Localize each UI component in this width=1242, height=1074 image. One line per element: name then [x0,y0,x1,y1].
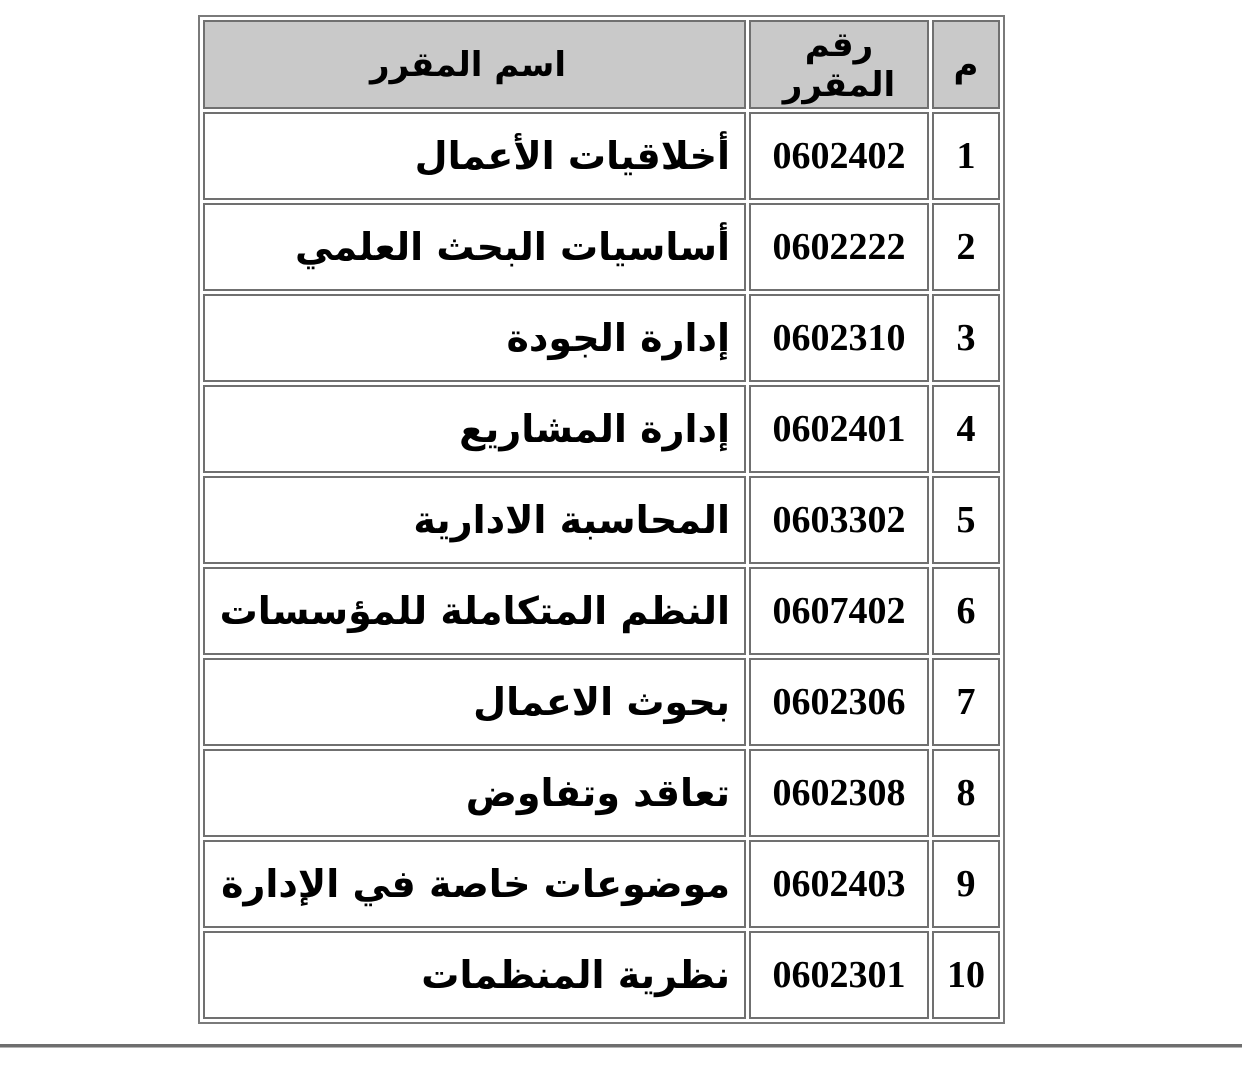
horizontal-divider [0,1044,1242,1048]
header-course-code: رقم المقرر [749,20,929,109]
course-name: تعاقد وتفاوض [203,749,746,837]
table-row [203,749,1000,837]
table-row [203,931,1000,1019]
course-code: 0602403 [749,840,929,928]
course-name: نظرية المنظمات [203,931,746,1019]
course-code: 0603302 [749,476,929,564]
course-name: النظم المتكاملة للمؤسسات [203,567,746,655]
table-row [203,476,1000,564]
row-num: 10 [932,931,1000,1019]
table-row [203,112,1000,200]
course-name: بحوث الاعمال [203,658,746,746]
course-code: 0602310 [749,294,929,382]
table-row [203,658,1000,746]
course-name: أساسيات البحث العلمي [203,203,746,291]
header-num: م [932,20,1000,109]
header-course-name: اسم المقرر [203,20,746,109]
row-num: 1 [932,112,1000,200]
courses-table [198,15,1005,1024]
table-row [203,294,1000,382]
row-num: 4 [932,385,1000,473]
course-code: 0602401 [749,385,929,473]
course-name: إدارة المشاريع [203,385,746,473]
course-code: 0607402 [749,567,929,655]
course-name: موضوعات خاصة في الإدارة [203,840,746,928]
course-name: إدارة الجودة [203,294,746,382]
course-code: 0602402 [749,112,929,200]
row-num: 5 [932,476,1000,564]
course-name: المحاسبة الادارية [203,476,746,564]
row-num: 8 [932,749,1000,837]
table-header [203,20,1000,109]
row-num: 7 [932,658,1000,746]
row-num: 9 [932,840,1000,928]
course-name: أخلاقيات الأعمال [203,112,746,200]
row-num: 6 [932,567,1000,655]
table-row [203,567,1000,655]
table-row [203,203,1000,291]
row-num: 2 [932,203,1000,291]
header-row [203,20,1000,109]
table-row [203,385,1000,473]
course-code: 0602301 [749,931,929,1019]
row-num: 3 [932,294,1000,382]
course-code: 0602222 [749,203,929,291]
table-row [203,840,1000,928]
course-code: 0602306 [749,658,929,746]
table-body [203,112,1000,1019]
course-code: 0602308 [749,749,929,837]
